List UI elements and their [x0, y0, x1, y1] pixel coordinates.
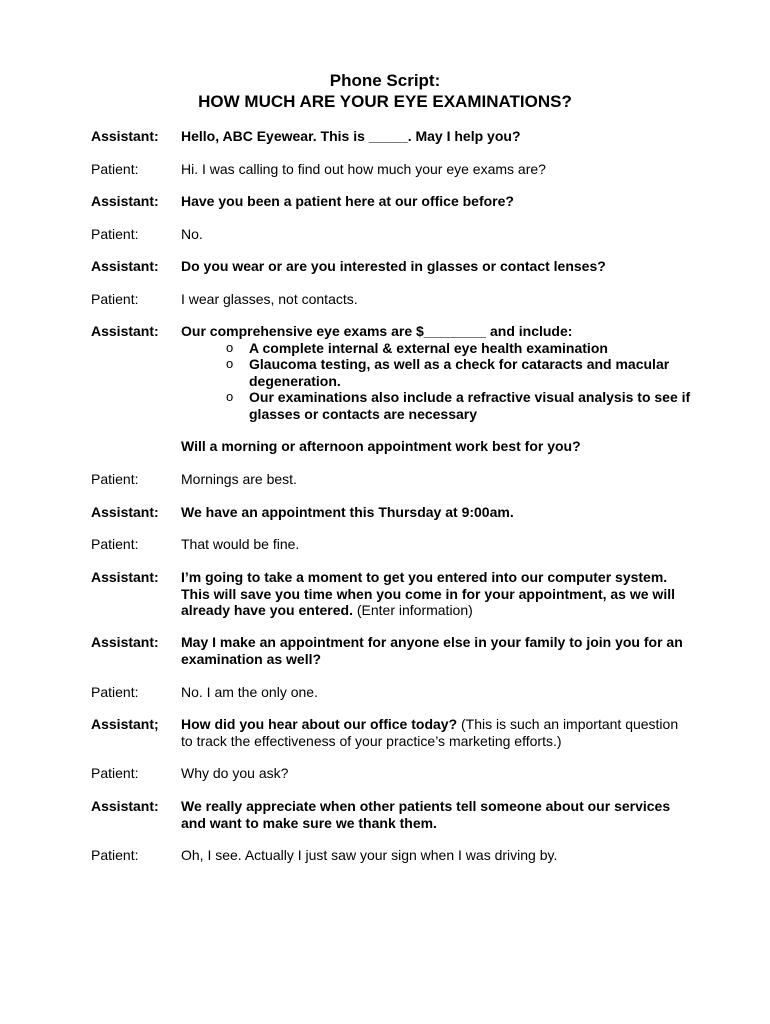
document-subtitle: HOW MUCH ARE YOUR EYE EXAMINATIONS?	[198, 92, 572, 111]
document-title: Phone Script:	[329, 71, 441, 90]
assistant-line: Hello, ABC Eyewear. This is _____. May I help you?	[181, 128, 521, 144]
bullet-icon: o	[226, 389, 234, 404]
speaker-label: Assistant:	[91, 798, 159, 814]
speaker-label: Assistant:	[91, 634, 159, 650]
speaker-label: Patient:	[91, 684, 139, 700]
assistant-line	[181, 569, 691, 619]
assistant-line: Our comprehensive eye exams are $________ and include:	[181, 323, 573, 339]
assistant-line: Have you been a patient here at our office before?	[181, 193, 514, 209]
assistant-line: Do you wear or are you interested in glasses or contact lenses?	[181, 258, 606, 274]
speaker-label: Assistant:	[91, 193, 159, 209]
patient-line: I wear glasses, not contacts.	[181, 291, 358, 307]
speaker-label: Assistant:	[91, 128, 159, 144]
list-item	[181, 356, 691, 389]
patient-line: Oh, I see. Actually I just saw your sign when I was driving by.	[181, 847, 558, 863]
assistant-line	[181, 716, 691, 749]
speaker-label: Assistant:	[91, 258, 159, 274]
speaker-label: Patient:	[91, 847, 139, 863]
patient-line: Hi. I was calling to find out how much your eye exams are?	[181, 161, 546, 177]
speaker-label: Assistant:	[91, 569, 159, 585]
speaker-label: Patient:	[91, 161, 139, 177]
list-item-text: A complete internal & external eye health examination	[249, 339, 608, 356]
bullet-icon: o	[226, 356, 234, 371]
speaker-label: Assistant:	[91, 504, 159, 520]
assistant-line: We really appreciate when other patients tell someone about our services and want to make sure we thank them.	[181, 798, 671, 831]
patient-line: No. I am the only one.	[181, 684, 318, 700]
patient-line: No.	[181, 226, 203, 242]
assistant-line-note: (This is such an important question to track the effectiveness of your practice’s marketing efforts.)	[181, 716, 679, 749]
patient-line: That would be fine.	[181, 536, 300, 552]
assistant-line: Will a morning or afternoon appointment work best for you?	[181, 438, 581, 454]
assistant-line-text: I’m going to take a moment to get you entered into our computer system. This will save you time when you come in for your appointment, as we will already have you entered.	[181, 569, 675, 618]
exam-includes-list	[181, 340, 691, 423]
assistant-line: We have an appointment this Thursday at 9:00am.	[181, 504, 514, 520]
assistant-line-note: (Enter information)	[356, 602, 473, 618]
patient-line: Why do you ask?	[181, 765, 289, 781]
list-item-text: Glaucoma testing, as well as a check for cataracts and macular degeneration.	[249, 356, 670, 389]
speaker-label: Assistant;	[91, 716, 159, 732]
list-item-text: Our examinations also include a refractive visual analysis to see if glasses or contacts are necessary	[249, 389, 691, 422]
speaker-label: Patient:	[91, 471, 139, 487]
speaker-label: Assistant:	[91, 323, 159, 339]
speaker-label: Patient:	[91, 765, 139, 781]
assistant-line-text: How did you hear about our office today?	[181, 716, 458, 732]
list-item	[181, 340, 691, 357]
bullet-icon: o	[226, 339, 234, 355]
patient-line: Mornings are best.	[181, 471, 297, 487]
list-item	[181, 389, 691, 422]
speaker-label: Patient:	[91, 291, 139, 307]
assistant-line: May I make an appointment for anyone else in your family to join you for an examination as well?	[181, 634, 683, 667]
speaker-label: Patient:	[91, 226, 139, 242]
speaker-label: Patient:	[91, 536, 139, 552]
